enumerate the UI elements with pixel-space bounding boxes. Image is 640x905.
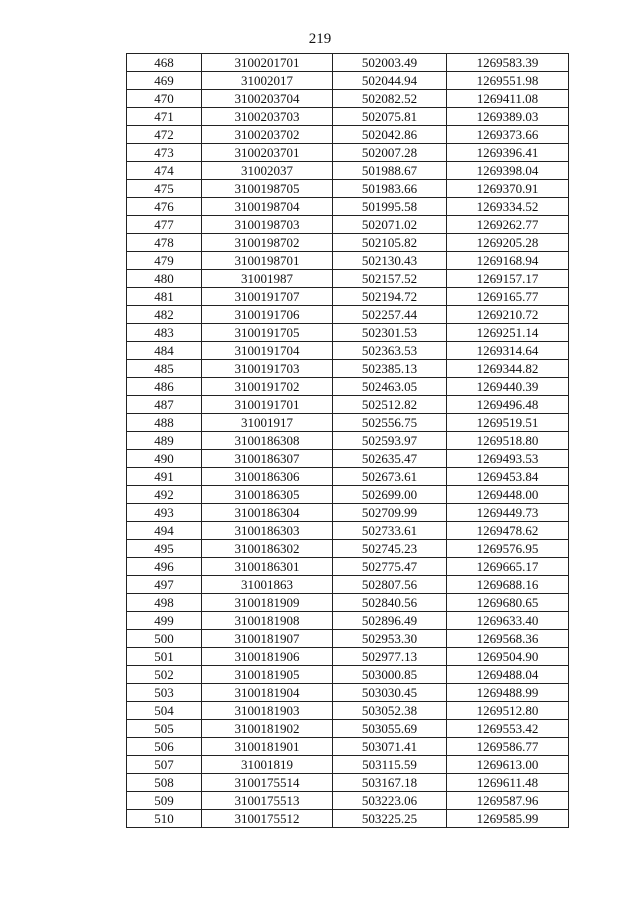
y-coordinate-cell: 1269157.17 bbox=[447, 270, 569, 288]
table-row bbox=[127, 234, 569, 252]
point-number-cell: 506 bbox=[127, 738, 202, 756]
x-coordinate-cell: 502635.47 bbox=[333, 450, 447, 468]
point-id-cell: 3100181906 bbox=[202, 648, 333, 666]
point-id-cell: 3100175512 bbox=[202, 810, 333, 828]
x-coordinate-cell: 502075.81 bbox=[333, 108, 447, 126]
table-row bbox=[127, 324, 569, 342]
y-coordinate-cell: 1269168.94 bbox=[447, 252, 569, 270]
point-id-cell: 31002037 bbox=[202, 162, 333, 180]
x-coordinate-cell: 502953.30 bbox=[333, 630, 447, 648]
point-number-cell: 479 bbox=[127, 252, 202, 270]
table-row bbox=[127, 792, 569, 810]
x-coordinate-cell: 502157.52 bbox=[333, 270, 447, 288]
x-coordinate-cell: 501988.67 bbox=[333, 162, 447, 180]
point-number-cell: 510 bbox=[127, 810, 202, 828]
x-coordinate-cell: 502593.97 bbox=[333, 432, 447, 450]
x-coordinate-cell: 503223.06 bbox=[333, 792, 447, 810]
table-row bbox=[127, 630, 569, 648]
y-coordinate-cell: 1269453.84 bbox=[447, 468, 569, 486]
table-row bbox=[127, 738, 569, 756]
x-coordinate-cell: 502896.49 bbox=[333, 612, 447, 630]
table-row bbox=[127, 270, 569, 288]
point-number-cell: 470 bbox=[127, 90, 202, 108]
point-id-cell: 3100186302 bbox=[202, 540, 333, 558]
point-id-cell: 3100181907 bbox=[202, 630, 333, 648]
point-number-cell: 478 bbox=[127, 234, 202, 252]
y-coordinate-cell: 1269512.80 bbox=[447, 702, 569, 720]
page-number: 219 bbox=[308, 31, 332, 47]
point-number-cell: 480 bbox=[127, 270, 202, 288]
point-number-cell: 468 bbox=[127, 54, 202, 72]
y-coordinate-cell: 1269504.90 bbox=[447, 648, 569, 666]
point-number-cell: 477 bbox=[127, 216, 202, 234]
table-row bbox=[127, 594, 569, 612]
x-coordinate-cell: 503000.85 bbox=[333, 666, 447, 684]
table-row bbox=[127, 756, 569, 774]
point-number-cell: 481 bbox=[127, 288, 202, 306]
table-row bbox=[127, 126, 569, 144]
point-number-cell: 496 bbox=[127, 558, 202, 576]
x-coordinate-cell: 502363.53 bbox=[333, 342, 447, 360]
y-coordinate-cell: 1269262.77 bbox=[447, 216, 569, 234]
table-row bbox=[127, 54, 569, 72]
x-coordinate-cell: 502463.05 bbox=[333, 378, 447, 396]
y-coordinate-cell: 1269389.03 bbox=[447, 108, 569, 126]
point-number-cell: 476 bbox=[127, 198, 202, 216]
point-id-cell: 3100203703 bbox=[202, 108, 333, 126]
point-number-cell: 488 bbox=[127, 414, 202, 432]
y-coordinate-cell: 1269680.65 bbox=[447, 594, 569, 612]
point-number-cell: 471 bbox=[127, 108, 202, 126]
y-coordinate-cell: 1269396.41 bbox=[447, 144, 569, 162]
point-id-cell: 3100181904 bbox=[202, 684, 333, 702]
table-row bbox=[127, 216, 569, 234]
x-coordinate-cell: 502044.94 bbox=[333, 72, 447, 90]
x-coordinate-cell: 502807.56 bbox=[333, 576, 447, 594]
y-coordinate-cell: 1269449.73 bbox=[447, 504, 569, 522]
point-number-cell: 492 bbox=[127, 486, 202, 504]
point-number-cell: 473 bbox=[127, 144, 202, 162]
y-coordinate-cell: 1269448.00 bbox=[447, 486, 569, 504]
y-coordinate-cell: 1269373.66 bbox=[447, 126, 569, 144]
point-id-cell: 3100186301 bbox=[202, 558, 333, 576]
y-coordinate-cell: 1269585.99 bbox=[447, 810, 569, 828]
point-number-cell: 490 bbox=[127, 450, 202, 468]
y-coordinate-cell: 1269519.51 bbox=[447, 414, 569, 432]
table-row bbox=[127, 522, 569, 540]
x-coordinate-cell: 502007.28 bbox=[333, 144, 447, 162]
x-coordinate-cell: 502745.23 bbox=[333, 540, 447, 558]
y-coordinate-cell: 1269587.96 bbox=[447, 792, 569, 810]
table-row bbox=[127, 450, 569, 468]
point-number-cell: 509 bbox=[127, 792, 202, 810]
table-row bbox=[127, 288, 569, 306]
y-coordinate-cell: 1269488.04 bbox=[447, 666, 569, 684]
x-coordinate-cell: 502071.02 bbox=[333, 216, 447, 234]
x-coordinate-cell: 502130.43 bbox=[333, 252, 447, 270]
y-coordinate-cell: 1269370.91 bbox=[447, 180, 569, 198]
point-number-cell: 475 bbox=[127, 180, 202, 198]
table-row bbox=[127, 72, 569, 90]
x-coordinate-cell: 503055.69 bbox=[333, 720, 447, 738]
x-coordinate-cell: 501983.66 bbox=[333, 180, 447, 198]
table-row bbox=[127, 306, 569, 324]
y-coordinate-cell: 1269344.82 bbox=[447, 360, 569, 378]
point-number-cell: 502 bbox=[127, 666, 202, 684]
coordinates-table-body bbox=[127, 54, 569, 828]
point-number-cell: 482 bbox=[127, 306, 202, 324]
x-coordinate-cell: 502257.44 bbox=[333, 306, 447, 324]
table-row bbox=[127, 540, 569, 558]
x-coordinate-cell: 502003.49 bbox=[333, 54, 447, 72]
point-number-cell: 501 bbox=[127, 648, 202, 666]
y-coordinate-cell: 1269205.28 bbox=[447, 234, 569, 252]
point-id-cell: 31001819 bbox=[202, 756, 333, 774]
x-coordinate-cell: 502673.61 bbox=[333, 468, 447, 486]
point-number-cell: 508 bbox=[127, 774, 202, 792]
x-coordinate-cell: 502556.75 bbox=[333, 414, 447, 432]
y-coordinate-cell: 1269488.99 bbox=[447, 684, 569, 702]
table-row bbox=[127, 378, 569, 396]
y-coordinate-cell: 1269251.14 bbox=[447, 324, 569, 342]
y-coordinate-cell: 1269553.42 bbox=[447, 720, 569, 738]
point-number-cell: 494 bbox=[127, 522, 202, 540]
table-row bbox=[127, 252, 569, 270]
point-id-cell: 3100181909 bbox=[202, 594, 333, 612]
point-id-cell: 3100198705 bbox=[202, 180, 333, 198]
point-number-cell: 493 bbox=[127, 504, 202, 522]
x-coordinate-cell: 502385.13 bbox=[333, 360, 447, 378]
y-coordinate-cell: 1269665.17 bbox=[447, 558, 569, 576]
y-coordinate-cell: 1269314.64 bbox=[447, 342, 569, 360]
point-id-cell: 3100175513 bbox=[202, 792, 333, 810]
point-id-cell: 3100203701 bbox=[202, 144, 333, 162]
point-id-cell: 31001917 bbox=[202, 414, 333, 432]
point-number-cell: 507 bbox=[127, 756, 202, 774]
y-coordinate-cell: 1269583.39 bbox=[447, 54, 569, 72]
point-id-cell: 3100198703 bbox=[202, 216, 333, 234]
point-number-cell: 491 bbox=[127, 468, 202, 486]
point-id-cell: 3100191703 bbox=[202, 360, 333, 378]
point-number-cell: 497 bbox=[127, 576, 202, 594]
point-id-cell: 3100186305 bbox=[202, 486, 333, 504]
table-row bbox=[127, 396, 569, 414]
table-row bbox=[127, 702, 569, 720]
y-coordinate-cell: 1269478.62 bbox=[447, 522, 569, 540]
x-coordinate-cell: 502775.47 bbox=[333, 558, 447, 576]
point-id-cell: 3100186306 bbox=[202, 468, 333, 486]
table-row bbox=[127, 666, 569, 684]
table-row bbox=[127, 612, 569, 630]
y-coordinate-cell: 1269496.48 bbox=[447, 396, 569, 414]
point-id-cell: 3100203704 bbox=[202, 90, 333, 108]
y-coordinate-cell: 1269586.77 bbox=[447, 738, 569, 756]
table-row bbox=[127, 468, 569, 486]
point-id-cell: 31002017 bbox=[202, 72, 333, 90]
table-row bbox=[127, 162, 569, 180]
x-coordinate-cell: 503115.59 bbox=[333, 756, 447, 774]
point-id-cell: 3100191701 bbox=[202, 396, 333, 414]
y-coordinate-cell: 1269518.80 bbox=[447, 432, 569, 450]
x-coordinate-cell: 503225.25 bbox=[333, 810, 447, 828]
y-coordinate-cell: 1269611.48 bbox=[447, 774, 569, 792]
point-number-cell: 485 bbox=[127, 360, 202, 378]
table-row bbox=[127, 810, 569, 828]
point-id-cell: 3100198704 bbox=[202, 198, 333, 216]
y-coordinate-cell: 1269398.04 bbox=[447, 162, 569, 180]
x-coordinate-cell: 502512.82 bbox=[333, 396, 447, 414]
point-id-cell: 3100198701 bbox=[202, 252, 333, 270]
table-row bbox=[127, 342, 569, 360]
x-coordinate-cell: 502709.99 bbox=[333, 504, 447, 522]
coordinates-table bbox=[126, 53, 569, 828]
table-row bbox=[127, 198, 569, 216]
x-coordinate-cell: 503167.18 bbox=[333, 774, 447, 792]
table-row bbox=[127, 144, 569, 162]
table-row bbox=[127, 558, 569, 576]
table-row bbox=[127, 576, 569, 594]
point-number-cell: 469 bbox=[127, 72, 202, 90]
point-id-cell: 3100191705 bbox=[202, 324, 333, 342]
table-row bbox=[127, 648, 569, 666]
point-id-cell: 3100175514 bbox=[202, 774, 333, 792]
x-coordinate-cell: 503052.38 bbox=[333, 702, 447, 720]
point-id-cell: 3100186308 bbox=[202, 432, 333, 450]
x-coordinate-cell: 502699.00 bbox=[333, 486, 447, 504]
x-coordinate-cell: 502301.53 bbox=[333, 324, 447, 342]
point-number-cell: 495 bbox=[127, 540, 202, 558]
point-id-cell: 3100201701 bbox=[202, 54, 333, 72]
x-coordinate-cell: 502840.56 bbox=[333, 594, 447, 612]
point-number-cell: 472 bbox=[127, 126, 202, 144]
y-coordinate-cell: 1269568.36 bbox=[447, 630, 569, 648]
point-id-cell: 3100198702 bbox=[202, 234, 333, 252]
x-coordinate-cell: 502733.61 bbox=[333, 522, 447, 540]
point-number-cell: 486 bbox=[127, 378, 202, 396]
y-coordinate-cell: 1269440.39 bbox=[447, 378, 569, 396]
point-number-cell: 504 bbox=[127, 702, 202, 720]
x-coordinate-cell: 502042.86 bbox=[333, 126, 447, 144]
x-coordinate-cell: 502105.82 bbox=[333, 234, 447, 252]
table-row bbox=[127, 486, 569, 504]
y-coordinate-cell: 1269613.00 bbox=[447, 756, 569, 774]
point-id-cell: 3100181905 bbox=[202, 666, 333, 684]
point-id-cell: 3100191707 bbox=[202, 288, 333, 306]
point-id-cell: 3100181902 bbox=[202, 720, 333, 738]
x-coordinate-cell: 503071.41 bbox=[333, 738, 447, 756]
point-id-cell: 3100186304 bbox=[202, 504, 333, 522]
x-coordinate-cell: 502194.72 bbox=[333, 288, 447, 306]
y-coordinate-cell: 1269688.16 bbox=[447, 576, 569, 594]
y-coordinate-cell: 1269210.72 bbox=[447, 306, 569, 324]
table-row bbox=[127, 774, 569, 792]
y-coordinate-cell: 1269411.08 bbox=[447, 90, 569, 108]
table-row bbox=[127, 360, 569, 378]
point-id-cell: 3100186307 bbox=[202, 450, 333, 468]
point-number-cell: 489 bbox=[127, 432, 202, 450]
table-row bbox=[127, 432, 569, 450]
point-id-cell: 3100181908 bbox=[202, 612, 333, 630]
table-row bbox=[127, 414, 569, 432]
point-number-cell: 484 bbox=[127, 342, 202, 360]
table-row bbox=[127, 720, 569, 738]
x-coordinate-cell: 501995.58 bbox=[333, 198, 447, 216]
point-number-cell: 500 bbox=[127, 630, 202, 648]
point-id-cell: 3100191706 bbox=[202, 306, 333, 324]
table-row bbox=[127, 180, 569, 198]
y-coordinate-cell: 1269493.53 bbox=[447, 450, 569, 468]
point-id-cell: 31001863 bbox=[202, 576, 333, 594]
x-coordinate-cell: 502082.52 bbox=[333, 90, 447, 108]
point-id-cell: 3100186303 bbox=[202, 522, 333, 540]
table-row bbox=[127, 90, 569, 108]
point-number-cell: 505 bbox=[127, 720, 202, 738]
point-id-cell: 3100191702 bbox=[202, 378, 333, 396]
point-number-cell: 474 bbox=[127, 162, 202, 180]
point-id-cell: 3100181903 bbox=[202, 702, 333, 720]
point-number-cell: 487 bbox=[127, 396, 202, 414]
point-number-cell: 483 bbox=[127, 324, 202, 342]
point-number-cell: 499 bbox=[127, 612, 202, 630]
y-coordinate-cell: 1269334.52 bbox=[447, 198, 569, 216]
table-row bbox=[127, 108, 569, 126]
point-id-cell: 3100181901 bbox=[202, 738, 333, 756]
x-coordinate-cell: 503030.45 bbox=[333, 684, 447, 702]
point-id-cell: 3100191704 bbox=[202, 342, 333, 360]
point-id-cell: 3100203702 bbox=[202, 126, 333, 144]
y-coordinate-cell: 1269633.40 bbox=[447, 612, 569, 630]
y-coordinate-cell: 1269576.95 bbox=[447, 540, 569, 558]
table-row bbox=[127, 684, 569, 702]
x-coordinate-cell: 502977.13 bbox=[333, 648, 447, 666]
point-number-cell: 503 bbox=[127, 684, 202, 702]
y-coordinate-cell: 1269165.77 bbox=[447, 288, 569, 306]
point-number-cell: 498 bbox=[127, 594, 202, 612]
table-row bbox=[127, 504, 569, 522]
y-coordinate-cell: 1269551.98 bbox=[447, 72, 569, 90]
point-id-cell: 31001987 bbox=[202, 270, 333, 288]
